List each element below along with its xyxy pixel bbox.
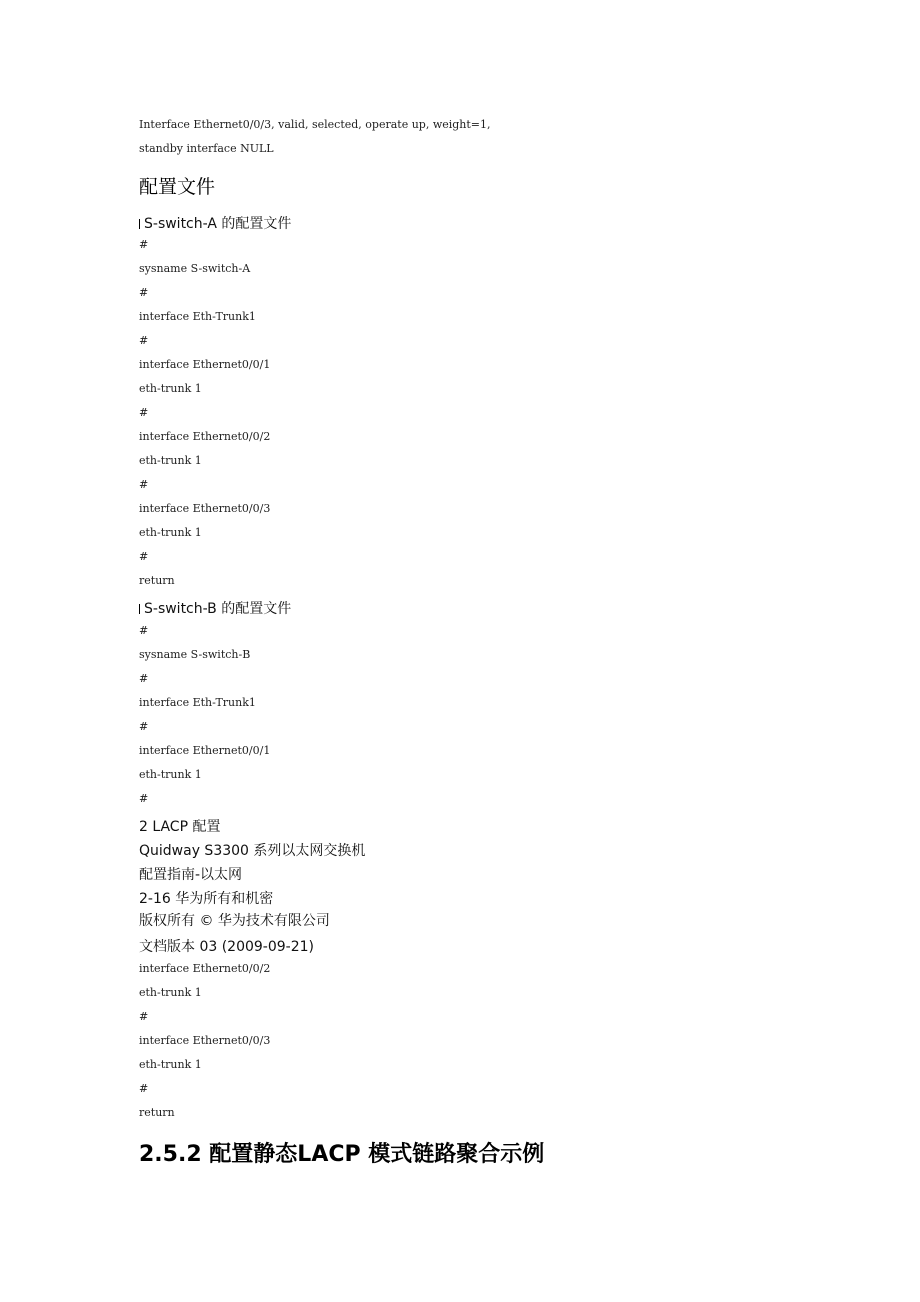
config-line: interface Ethernet0/0/3 [139,502,271,515]
config-line: return [139,1106,175,1119]
footer-chapter: 2 LACP 配置 [139,819,221,835]
config-line: # [139,624,149,637]
config-a-heading [139,213,291,233]
config-a-heading-text: S-switch-A 的配置文件 [144,216,292,232]
config-line: interface Ethernet0/0/2 [139,962,271,975]
config-line: # [139,478,149,491]
config-b-heading [139,598,291,618]
interface-status-line: Interface Ethernet0/0/3, valid, selected, operate up, weight=1, [139,118,491,131]
config-line: interface Ethernet0/0/2 [139,430,271,443]
footer-product: Quidway S3300 系列以太网交换机 [139,843,366,859]
config-line: eth-trunk 1 [139,382,202,395]
config-line: eth-trunk 1 [139,526,202,539]
config-line: interface Eth-Trunk1 [139,310,256,323]
config-line: return [139,574,175,587]
bullet-mark [139,219,140,229]
config-line: # [139,672,149,685]
footer-guide: 配置指南-以太网 [139,867,243,883]
interface-status-line: standby interface NULL [139,142,274,155]
config-line: # [139,792,149,805]
config-b-heading-text: S-switch-B 的配置文件 [144,601,292,617]
config-line: eth-trunk 1 [139,1058,202,1071]
config-line: # [139,720,149,733]
config-line: # [139,334,149,347]
config-line: # [139,550,149,563]
config-line: # [139,286,149,299]
config-line: interface Eth-Trunk1 [139,696,256,709]
config-line: # [139,1010,149,1023]
next-section-title: 2.5.2 配置静态LACP 模式链路聚合示例 [139,1142,545,1167]
config-line: eth-trunk 1 [139,768,202,781]
config-line: interface Ethernet0/0/3 [139,1034,271,1047]
config-line: interface Ethernet0/0/1 [139,744,271,757]
config-line: interface Ethernet0/0/1 [139,358,271,371]
footer-copyright: 版权所有 © 华为技术有限公司 [139,913,330,929]
config-line: # [139,1082,149,1095]
config-line: sysname S-switch-A [139,262,251,275]
config-line: eth-trunk 1 [139,454,202,467]
config-line: # [139,406,149,419]
section-title: 配置文件 [139,176,216,198]
bullet-mark [139,604,140,614]
config-line: # [139,238,149,251]
config-line: sysname S-switch-B [139,648,251,661]
config-line: eth-trunk 1 [139,986,202,999]
footer-doc-version: 文档版本 03 (2009-09-21) [139,939,314,955]
footer-page-rights: 2-16 华为所有和机密 [139,891,274,907]
